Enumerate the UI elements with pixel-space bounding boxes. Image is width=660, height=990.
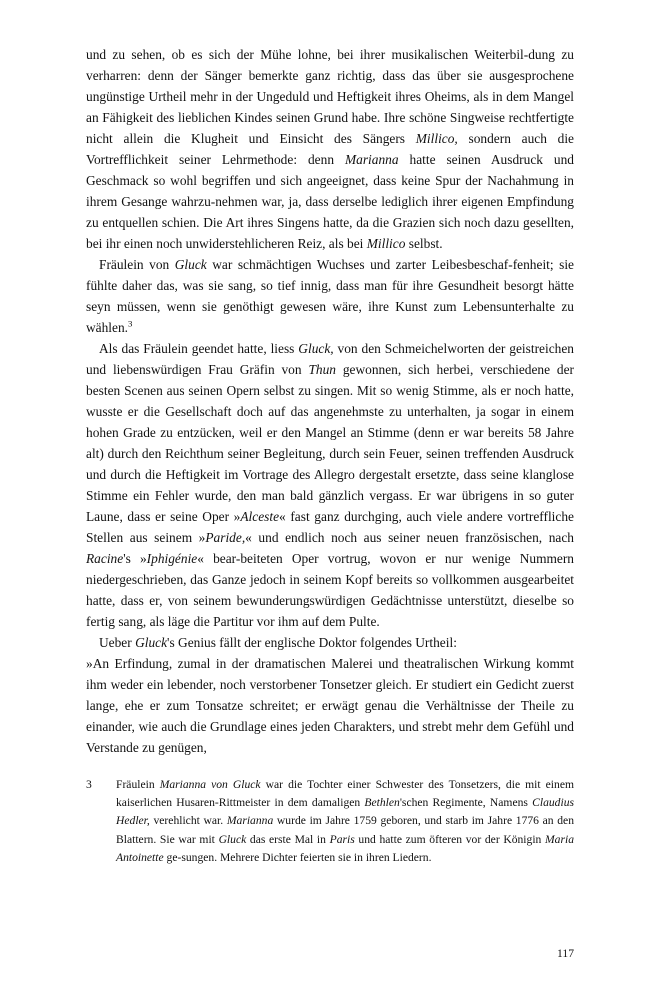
footnote-text: Fräulein Marianna von Gluck war die Tochter einer Schwester des Tonsetzers, die mit einem kaiserlichen Husaren-Rittmeister in dem damaligen Bethlen'schen Regimente, Namens Claudius Hedler, verehlicht war. Marianna wurde im Jahre 1759 geboren, und starb im Jahre 1776 an den Blattern. Sie war mit Gluck das erste Mal in Paris und hatte zum öfteren vor der Königin Maria Antoinette ge-sungen. Mehrere Dichter feierten sie in ihren Liedern. bbox=[116, 778, 574, 864]
footnote-section bbox=[86, 776, 574, 867]
paragraph: Ueber Gluck's Genius fällt der englische Doktor folgendes Urtheil: bbox=[99, 635, 457, 650]
paragraph: »An Erfindung, zumal in der dramatischen Malerei und theatralischen Wirkung kommt ihm weder ein lebender, noch verstorbener Tonsetzer gleich. Er studiert ein Gedicht zuerst lange, ehe er zum Tonsatze schreitet; er erwägt genau die Verhältnisse der Theile zu einander, wie auch die Grundlage eines jeden Charakters, und strebt mehr dem Gefühl und Verstande zu genügen, bbox=[86, 656, 574, 755]
footnote bbox=[86, 776, 574, 867]
footnote-number: 3 bbox=[86, 778, 92, 791]
page-number: 117 bbox=[557, 947, 574, 960]
paragraph: Als das Fräulein geendet hatte, liess Gluck, von den Schmeichelworten der geistreichen und liebenswürdigen Frau Gräfin von Thun gewonnen, sich herbei, verschiedene der besten Scenen aus seinen Opern selbst zu singen. Mit so wenig Stimme, als er noch hatte, wusste er die Gesellschaft doch auf das angenehmste zu unterhalten, ja sogar in einem hohen Grade zu entzücken, weil er den Mangel an Stimme (denn er war bereits 58 Jahre alt) durch den Reichthum seiner Begleitung, durch sein Feuer, seinen treffenden Ausdruck und durch die Heftigkeit im Vortrage des Allegro dergestalt ersetzte, dass seine klanglose Stimme ein Fehler wurde, den man bald gänzlich vergass. Er war übrigens in so guter Laune, dass er seine Oper »Alceste« fast ganz durchging, auch viele andere vortreffliche Stellen aus seinem »Paride,« und endlich noch aus seiner neuen französischen, nach Racine's »Iphigénie« bear-beiteten Oper vortrug, wovon er nur wenige Nummern niedergeschrieben, das Ganze jedoch in seinem Kopf bereits so vollkommen ausgearbeitet hatte, dass er, von seinem bewunderungswürdigen Gedächtnisse unterstützt, dieselbe so fertig sang, als läge die Partitur vor ihm auf dem Pulte. bbox=[86, 341, 575, 629]
body-text bbox=[86, 44, 574, 758]
paragraph: Fräulein von Gluck war schmächtigen Wuchses und zarter Leibesbeschaf-fenheit; sie fühlte daher das, was sie sang, so tief innig, dass man für ihre Gesundheit besorgt hätte seyn müssen, wenn sie genöthigt gewesen wäre, ihre Kunst zum Lebensunterhalte zu wählen.$^3$ bbox=[86, 257, 574, 335]
paragraph: und zu sehen, ob es sich der Mühe lohne, bei ihrer musikalischen Weiterbil-dung zu verharren: denn der Sänger bemerkte ganz richtig, dass das über sie ausgesprochene ungünstige Urtheil mehr in der Ungeduld und Heftigkeit ihres Oheims, als in dem Mangel an Fähigkeit des lieblichen Kindes seinen Grund habe. Ihre schöne Singweise rechtfertigte nicht allein die Klugheit und Einsicht des Sängers Millico, sondern auch die Vortrefflichkeit seiner Lehrmethode: denn Marianna hatte seinen Ausdruck und Geschmack so wohl begriffen und sich angeeignet, dass keine Spur der Nachahmung in ihrem Gesange wahrzu-nehmen war, ja, dass derselbe lediglich ihrer eigenen Empfindung zu entquellen schien. Die Art ihres Singens hatte, da die Grazien sich noch dazu gesellten, bei ihr einen noch unwiderstehlicheren Reiz, als bei Millico selbst. bbox=[86, 47, 574, 251]
